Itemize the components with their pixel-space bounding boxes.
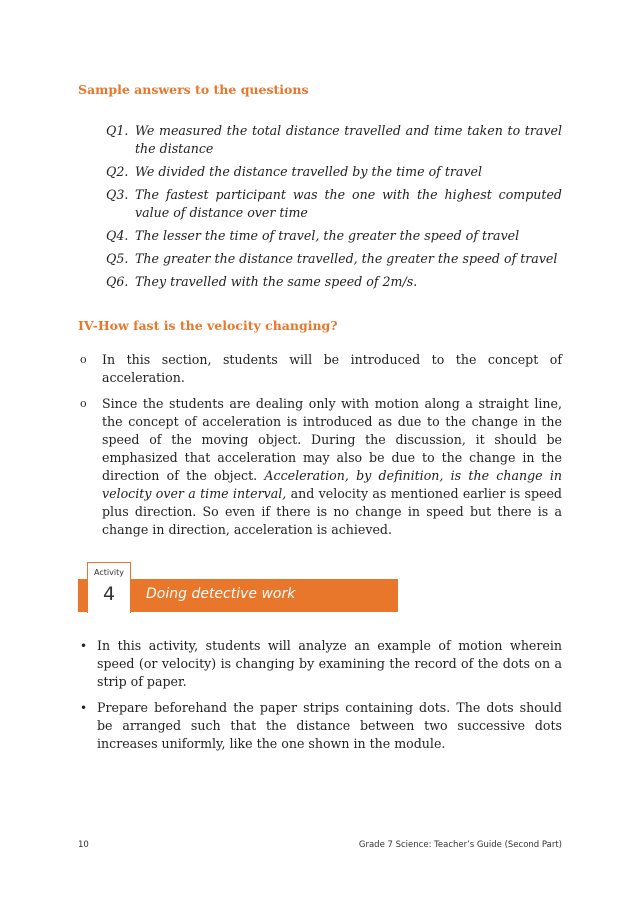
paragraph-text-continued: and velocity as mentioned earlier is speed plus direction. So even if there is no change in speed but there is a change in direction, acceleration is achieved. [102, 486, 562, 537]
bullet-icon: • [80, 701, 88, 715]
activity-label: Activity [94, 568, 124, 577]
answer-item [106, 273, 562, 291]
answer-text: They travelled with the same speed of 2m/s. [135, 274, 418, 289]
activity-number-box [87, 562, 131, 613]
section-list [80, 351, 562, 547]
question-number: Q4. [106, 228, 129, 243]
activity-number: 4 [102, 583, 116, 605]
footer-guide-title: Grade 7 Science: Teacher’s Guide (Second Part) [358, 840, 562, 850]
answer-item [106, 186, 562, 222]
section-paragraph [80, 351, 562, 387]
activity-title: Doing detective work [146, 586, 296, 602]
acceleration-definition: Acceleration, by definition, is the change in velocity over a time interval, [102, 468, 562, 501]
bullet-text: In this activity, students will analyze an example of motion wherein speed (or velocity) is changing by examining the record of the dots on a strip of paper. [97, 638, 562, 689]
bullet-item [80, 637, 562, 691]
circle-bullet-icon: o [80, 353, 87, 366]
bullet-item [80, 699, 562, 753]
bullet-text: Prepare beforehand the paper strips containing dots. The dots should be arranged such that the distance between two successive dots increases uniformly, like the one shown in the module. [97, 700, 562, 751]
question-number: Q2. [106, 164, 129, 179]
activity-bullet-list [80, 637, 562, 761]
answer-item [106, 163, 562, 181]
question-number: Q6. [106, 274, 129, 289]
question-number: Q3. [106, 187, 129, 202]
paragraph-text: Since the students are dealing only with motion along a straight line, the concept of acceleration is introduced as due to the change in the speed of the moving object. During the discussion, it should be emphasized that acceleration may also be due to the change in the direction of the object. [102, 396, 562, 483]
answer-item [106, 250, 562, 268]
section-paragraph [80, 395, 562, 539]
answer-item [106, 227, 562, 245]
sample-answers-list [106, 122, 562, 296]
paragraph-text: In this section, students will be introduced to the concept of acceleration. [102, 352, 562, 385]
sample-answers-heading: Sample answers to the questions [78, 82, 309, 97]
answer-text: The lesser the time of travel, the greater the speed of travel [135, 228, 520, 243]
bullet-icon: • [80, 639, 88, 653]
section-heading: IV-How fast is the velocity changing? [78, 318, 338, 333]
page-number: 10 [78, 840, 89, 850]
question-number: Q5. [106, 251, 129, 266]
answer-text: We measured the total distance travelled and time taken to travel the distance [135, 123, 562, 156]
question-number: Q1. [106, 123, 129, 138]
answer-text: The fastest participant was the one with the highest computed value of distance over time [135, 187, 562, 220]
answer-text: The greater the distance travelled, the greater the speed of travel [135, 251, 558, 266]
answer-text: We divided the distance travelled by the time of travel [135, 164, 483, 179]
circle-bullet-icon: o [80, 397, 87, 410]
answer-item [106, 122, 562, 158]
